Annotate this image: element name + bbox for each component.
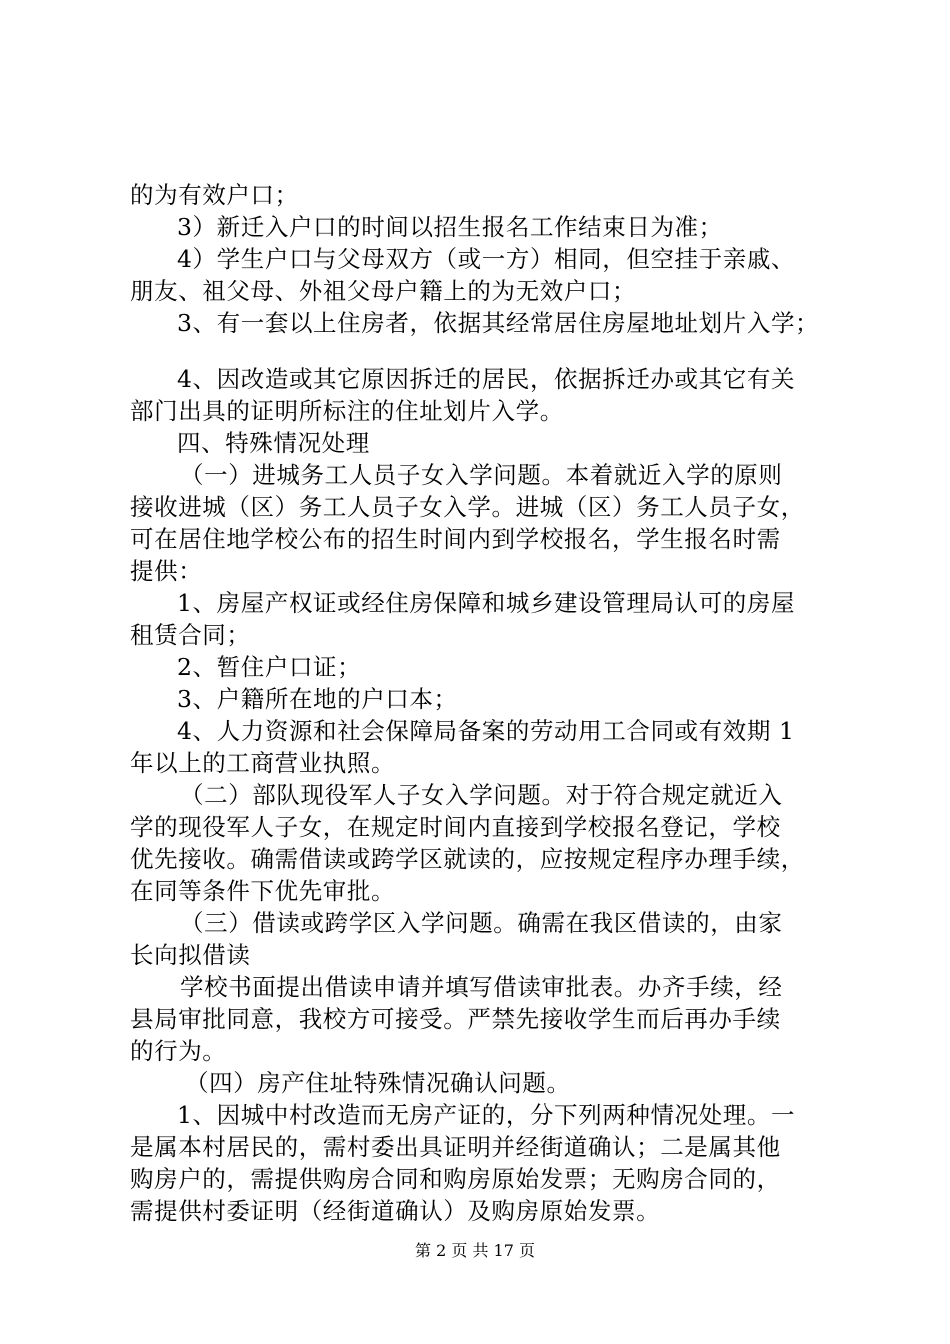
text-line: 购房户的，需提供购房合同和购房原始发票；无购房合同的， xyxy=(130,1165,781,1193)
text-line: 接收进城（区）务工人员子女入学。进城（区）务工人员子女， xyxy=(130,493,805,521)
text-line: 可在居住地学校公布的招生时间内到学校报名，学生报名时需 xyxy=(130,525,781,553)
text-line: 4）学生户口与父母双方（或一方）相同，但空挂于亲戚、 xyxy=(177,245,796,273)
page-number-footer: 第 2 页 共 17 页 xyxy=(415,1241,535,1260)
text-line: 需提供村委证明（经街道确认）及购房原始发票。 xyxy=(130,1197,661,1225)
text-line: 优先接收。确需借读或跨学区就读的，应按规定程序办理手续， xyxy=(130,845,805,873)
text-line: 4、因改造或其它原因拆迁的居民，依据拆迁办或其它有关 xyxy=(177,365,796,393)
text-line: 1、房屋产权证或经住房保障和城乡建设管理局认可的房屋 xyxy=(177,589,796,617)
text-line: 在同等条件下优先审批。 xyxy=(130,877,396,905)
text-line: 3、户籍所在地的户口本； xyxy=(177,685,458,713)
text-line: 朋友、祖父母、外祖父母户籍上的为无效户口； xyxy=(130,277,637,305)
text-line: 租赁合同； xyxy=(130,621,251,649)
section-heading: 四、特殊情况处理 xyxy=(177,429,370,457)
text-line: 4、人力资源和社会保障局备案的劳动用工合同或有效期 1 xyxy=(177,717,795,745)
text-line: 3）新迁入户口的时间以招生报名工作结束日为准； xyxy=(177,213,723,241)
text-line: 部门出具的证明所标注的住址划片入学。 xyxy=(130,397,564,425)
text-line: 长向拟借读 xyxy=(130,941,251,969)
text-line: （三）借读或跨学区入学问题。确需在我区借读的，由家 xyxy=(180,909,783,937)
text-line: 2、暂住户口证； xyxy=(177,653,362,681)
text-line: 是属本村居民的，需村委出具证明并经街道确认；二是属其他 xyxy=(130,1133,781,1161)
text-line: （二）部队现役军人子女入学问题。对于符合规定就近入 xyxy=(180,781,783,809)
text-line: 1、因城中村改造而无房产证的，分下列两种情况处理。一 xyxy=(177,1101,796,1129)
text-line: 提供： xyxy=(130,557,203,585)
text-line: （一）进城务工人员子女入学问题。本着就近入学的原则 xyxy=(180,461,783,489)
text-line: 的为有效户口； xyxy=(130,181,299,209)
text-line: 3、有一套以上住房者，依据其经常居住房屋地址划片入学； xyxy=(177,309,820,337)
text-line: 县局审批同意，我校方可接受。严禁先接收学生而后再办手续 xyxy=(130,1005,781,1033)
text-line: 年以上的工商营业执照。 xyxy=(130,749,396,777)
text-line: 学的现役军人子女，在规定时间内直接到学校报名登记，学校 xyxy=(130,813,781,841)
text-line: 学校书面提出借读申请并填写借读审批表。办齐手续，经 xyxy=(180,973,783,1001)
text-line: 的行为。 xyxy=(130,1037,227,1065)
text-line: （四）房产住址特殊情况确认问题。 xyxy=(185,1069,571,1097)
